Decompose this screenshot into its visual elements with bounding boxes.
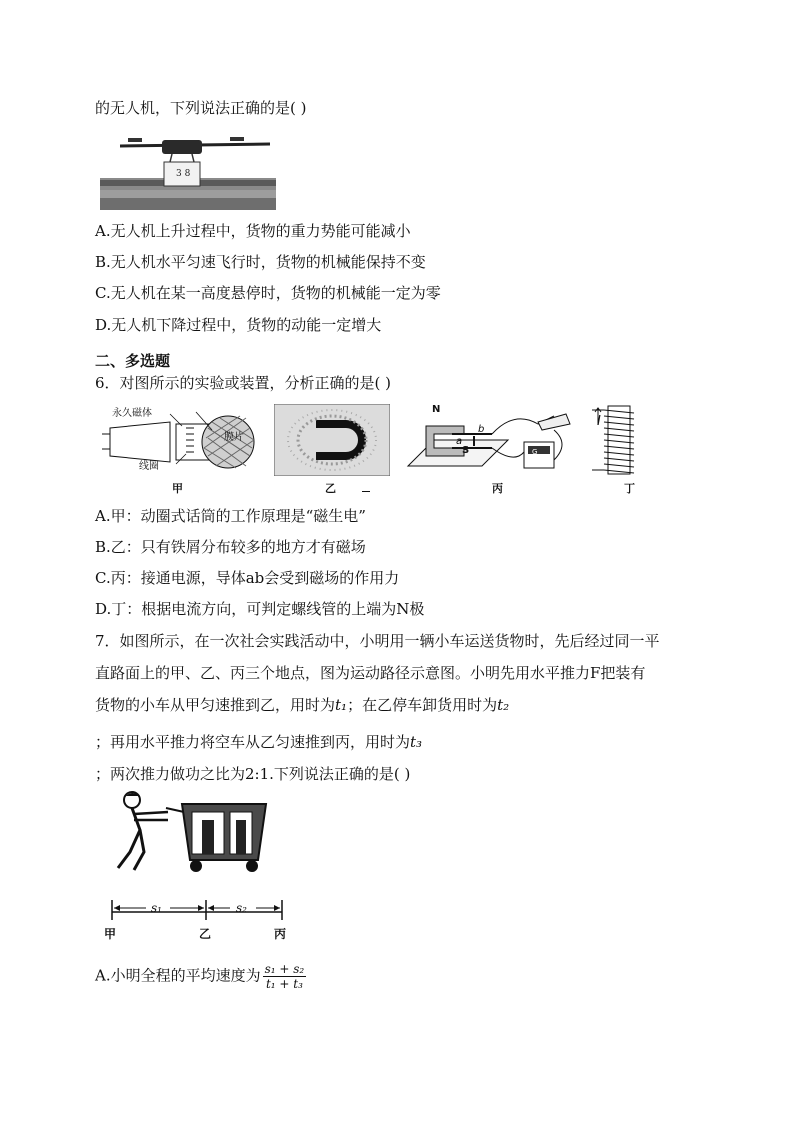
caption-ding: 丁 xyxy=(624,482,635,495)
q5-option-c: C.无人机在某一高度悬停时，货物的机械能一定为零 xyxy=(95,284,441,302)
point-bing: 丙 xyxy=(274,927,287,941)
caption-yi: 乙 xyxy=(325,482,336,495)
q7-line-5: ；两次推力做功之比为2:1.下列说法正确的是( ) xyxy=(95,765,411,783)
average-speed-fraction xyxy=(263,962,307,991)
caption-bing: 丙 xyxy=(492,482,503,495)
cart-pushing-illustration xyxy=(104,790,274,874)
q7-line-2: 直路面上的甲、乙、丙三个地点，图为运动路径示意图。小明先用水平推力F把装有 xyxy=(95,664,646,682)
label-a: a xyxy=(456,436,463,447)
var-t1: t₁ xyxy=(335,696,348,714)
iron-filings-figure xyxy=(274,404,390,476)
point-yi: 乙 xyxy=(199,927,212,941)
conductor-experiment-figure xyxy=(404,404,574,476)
q7-option-a-text: A.小明全程的平均速度为 xyxy=(95,966,261,985)
label-diaphragm: 膜片 xyxy=(224,432,244,443)
section-title: 二、多选题 xyxy=(95,352,171,370)
q7-line-1: 7．如图所示，在一次社会实践活动中，小明用一辆小车运送货物时，先后经过同一平 xyxy=(95,632,660,650)
q5-option-d: D.无人机下降过程中，货物的动能一定增大 xyxy=(95,316,382,334)
q5-stem-tail: 的无人机，下列说法正确的是( ) xyxy=(95,99,307,117)
segment-s2: s₂ xyxy=(236,901,247,915)
drone-photo xyxy=(100,132,276,210)
q6-stem: 6．对图所示的实验或装置，分析正确的是( ) xyxy=(95,374,392,392)
label-b: b xyxy=(478,424,485,435)
label-n-pole: N xyxy=(432,404,441,415)
label-meter: G xyxy=(532,448,538,456)
q7-line-4 xyxy=(95,731,422,753)
var-t3: t₃ xyxy=(410,733,423,751)
q7-line-3 xyxy=(95,694,509,716)
point-jia: 甲 xyxy=(104,927,117,941)
svg-text:3 8: 3 8 xyxy=(176,169,191,179)
q5-option-b: B.无人机水平匀速飞行时，货物的机械能保持不变 xyxy=(95,253,426,271)
fraction-numerator: s₁ + s₂ xyxy=(264,962,305,976)
fraction-denominator: t₁ + t₃ xyxy=(265,977,303,991)
segment-s1: s₁ xyxy=(151,901,162,915)
q5-option-a: A.无人机上升过程中，货物的重力势能可能减小 xyxy=(95,222,411,240)
q6-option-c: C.丙：接通电源，导体ab会受到磁场的作用力 xyxy=(95,569,400,587)
label-magnet: 永久磁体 xyxy=(112,408,152,419)
stray-mark xyxy=(362,491,370,492)
label-s-pole: S xyxy=(462,445,470,456)
label-current: I xyxy=(597,414,601,429)
q6-option-d: D.丁：根据电流方向，可判定螺线管的上端为N极 xyxy=(95,600,425,618)
q6-option-b: B.乙：只有铁屑分布较多的地方才有磁场 xyxy=(95,538,366,556)
route-diagram xyxy=(104,898,290,928)
q7-line-3a: 货物的小车从甲匀速推到乙，用时为 xyxy=(95,696,336,714)
q7-line-3b: ；在乙停车卸货用时为 xyxy=(347,696,498,714)
q7-line-4a: ；再用水平推力将空车从乙匀速推到丙，用时为 xyxy=(95,733,411,751)
label-coil: 线圈 xyxy=(139,461,159,472)
q6-option-a: A.甲：动圈式话筒的工作原理是“磁生电” xyxy=(95,507,366,525)
caption-jia: 甲 xyxy=(172,482,183,495)
q7-option-a xyxy=(95,962,306,991)
var-t2: t₂ xyxy=(497,696,510,714)
